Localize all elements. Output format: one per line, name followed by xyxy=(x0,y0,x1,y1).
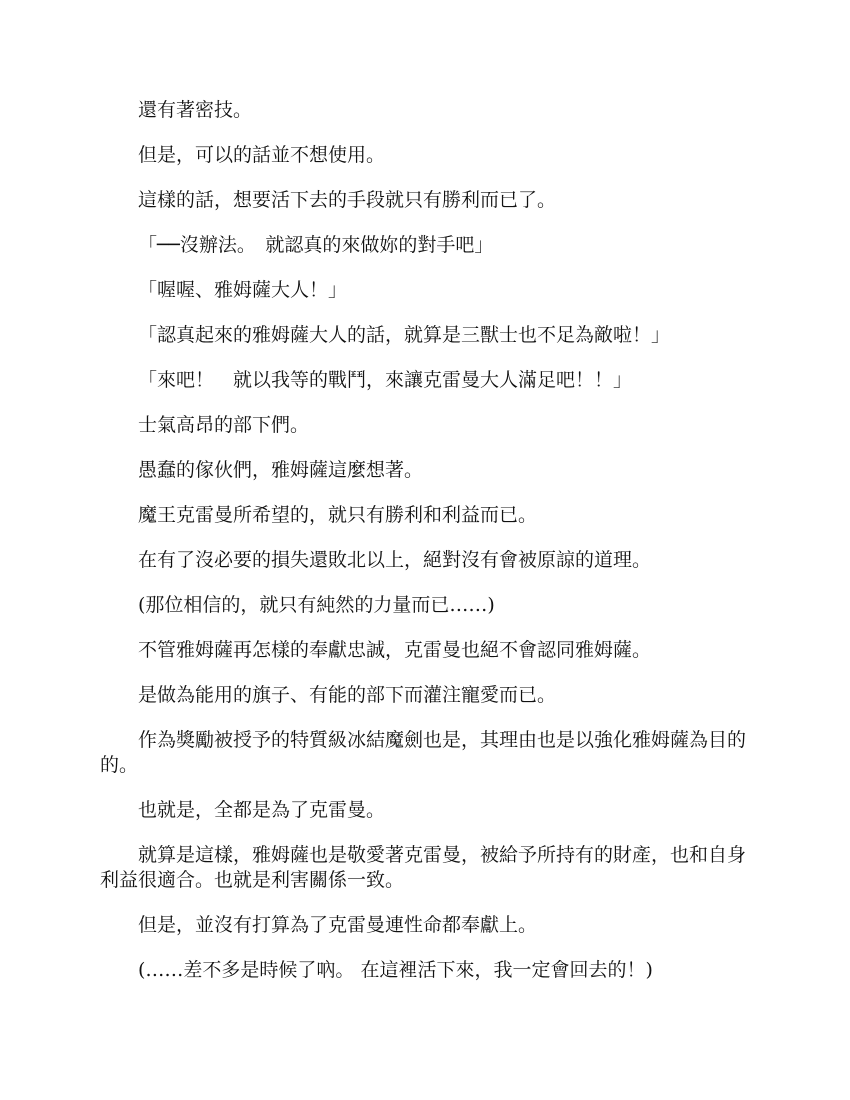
paragraph: 作為獎勵被授予的特質級冰結魔劍也是，其理由也是以強化雅姆薩為目的的。 xyxy=(100,729,747,776)
paragraph: 「──沒辦法。 就認真的來做妳的對手吧」 xyxy=(138,234,494,256)
paragraph: 不管雅姆薩再怎樣的奉獻忠誠，克雷曼也絕不會認同雅姆薩。 xyxy=(138,639,652,661)
paragraph: (……差不多是時候了吶。 在這裡活下來，我一定會回去的！) xyxy=(138,959,653,981)
paragraph: (那位相信的，就只有純然的力量而已……) xyxy=(138,594,495,616)
paragraph: 在有了沒必要的損失還敗北以上，絕對沒有會被原諒的道理。 xyxy=(138,549,652,571)
paragraph: 但是，並沒有打算為了克雷曼連性命都奉獻上。 xyxy=(138,914,538,936)
paragraph: 愚蠢的傢伙們，雅姆薩這麼想著。 xyxy=(138,459,424,481)
paragraph: 「認真起來的雅姆薩大人的話，就算是三獸士也不足為敵啦！」 xyxy=(138,324,671,346)
paragraph: 魔王克雷曼所希望的，就只有勝利和利益而已。 xyxy=(138,504,538,526)
paragraph: 這樣的話，想要活下去的手段就只有勝利而已了。 xyxy=(138,189,557,211)
paragraph: 是做為能用的旗子、有能的部下而灌注寵愛而已。 xyxy=(138,684,557,706)
body-text xyxy=(100,98,750,1003)
paragraph: 但是，可以的話並不想使用。 xyxy=(138,144,386,166)
paragraph: 就算是這樣，雅姆薩也是敬愛著克雷曼，被給予所持有的財產，也和自身利益很適合。也就是利害關係一致。 xyxy=(100,844,747,891)
paragraph: 「喔喔、雅姆薩大人！」 xyxy=(138,279,348,301)
paragraph: 士氣高昂的部下們。 xyxy=(138,414,310,436)
paragraph: 還有著密技。 xyxy=(138,99,253,121)
paragraph: 「來吧！ 就以我等的戰鬥，來讓克雷曼大人滿足吧！！」 xyxy=(138,369,633,391)
paragraph: 也就是，全都是為了克雷曼。 xyxy=(138,799,386,821)
